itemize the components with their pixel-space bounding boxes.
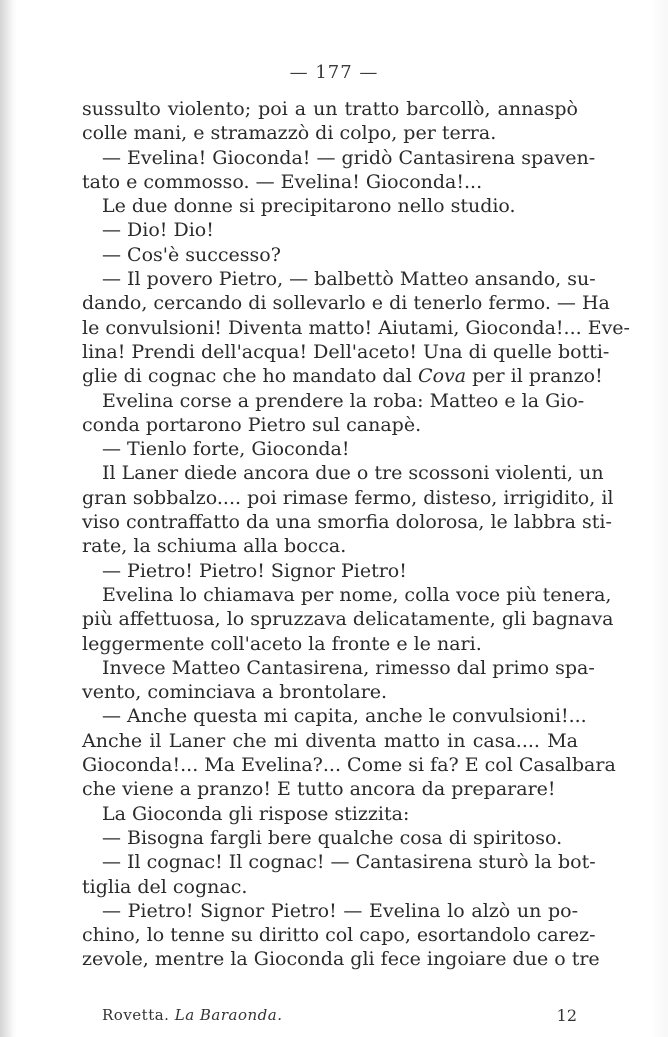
text-line: viso contraffatto da una smorfia dolorosa, le labbra sti-: [82, 511, 612, 534]
page-edge-shadow: [0, 0, 14, 1037]
text-line: — Dio! Dio!: [102, 219, 214, 242]
text-line: Gioconda!... Ma Evelina?... Come si fa? E col Casalbara: [82, 754, 616, 777]
text-line: Anche il Laner che mi diventa matto in casa.... Ma: [82, 729, 578, 752]
text-line: glie di cognac che ho mandato dal Cova per il pranzo!: [82, 365, 603, 388]
text-line: — Il cognac! Il cognac! — Cantasirena sturò la bot-: [102, 851, 596, 874]
text-line: tato e commosso. — Evelina! Gioconda!...: [82, 170, 483, 193]
text-line: chino, lo tenne su diritto col capo, esortandolo carez-: [82, 924, 596, 947]
text-line: più affettuosa, lo spruzzava delicatamente, gli bagnava: [82, 608, 614, 631]
text-line: — Il povero Pietro, — balbettò Matteo ansando, su-: [102, 268, 596, 291]
text-line: sussulto violento; poi a un tratto barcollò, annaspò: [82, 98, 578, 120]
text-line: Invece Matteo Cantasirena, rimesso dal primo spa-: [102, 656, 595, 679]
text-line: Il Laner diede ancora due o tre scossoni violenti, un: [102, 462, 604, 485]
text-line: che viene a pranzo! E tutto ancora da preparare!: [82, 778, 556, 801]
page-number: — 177 —: [289, 62, 379, 83]
italic-word: Cova: [418, 365, 467, 388]
text-line: — Pietro! Signor Pietro! — Evelina lo alzò un po-: [102, 899, 578, 922]
text-line: colle mani, e stramazzò di colpo, per terra.: [82, 122, 497, 145]
text-line: zevole, mentre la Gioconda gli fece ingoiare due o tre: [82, 948, 600, 971]
footer-title: La Baraonda.: [174, 1006, 283, 1024]
footer-author: Rovetta.: [102, 1006, 170, 1024]
text-line: Le due donne si precipitarono nello studio.: [102, 195, 516, 218]
text-line: le convulsioni! Diventa matto! Aiutami, Gioconda!... Eve-: [82, 316, 630, 339]
text-line: — Cos'è successo?: [102, 243, 281, 266]
text-line: — Bisogna fargli bere qualche cosa di spiritoso.: [102, 826, 563, 849]
text-line: leggermente coll'aceto la fronte e le nari.: [82, 632, 482, 655]
text-line: Evelina lo chiamava per nome, colla voce più tenera,: [102, 583, 612, 606]
text-line: — Anche questa mi capita, anche le convulsioni!...: [102, 705, 587, 728]
signature-mark: 12: [556, 1006, 577, 1025]
text-line: Evelina corse a prendere la roba: Matteo e la Gio-: [102, 389, 585, 412]
text-line: vento, cominciava a brontolare.: [82, 681, 388, 704]
text-line: rate, la schiuma alla bocca.: [82, 535, 347, 558]
text-line: tiglia del cognac.: [82, 875, 248, 898]
footer-citation: [102, 1006, 283, 1024]
text-line: lina! Prendi dell'acqua! Dell'aceto! Una di quelle botti-: [82, 340, 610, 363]
text-line: La Gioconda gli rispose stizzita:: [102, 802, 410, 825]
text-line: — Evelina! Gioconda! — gridò Cantasirena spaven-: [102, 146, 596, 169]
text-line: — Pietro! Pietro! Signor Pietro!: [102, 559, 407, 582]
text-line: gran sobbalzo.... poi rimase fermo, disteso, irrigidito, il: [82, 486, 614, 509]
text-line: — Tienlo forte, Gioconda!: [102, 438, 350, 461]
text-line: dando, cercando di sollevarlo e di tenerlo fermo. — Ha: [82, 292, 610, 315]
body-text: [82, 97, 630, 972]
text-line: conda portarono Pietro sul canapè.: [82, 413, 422, 436]
